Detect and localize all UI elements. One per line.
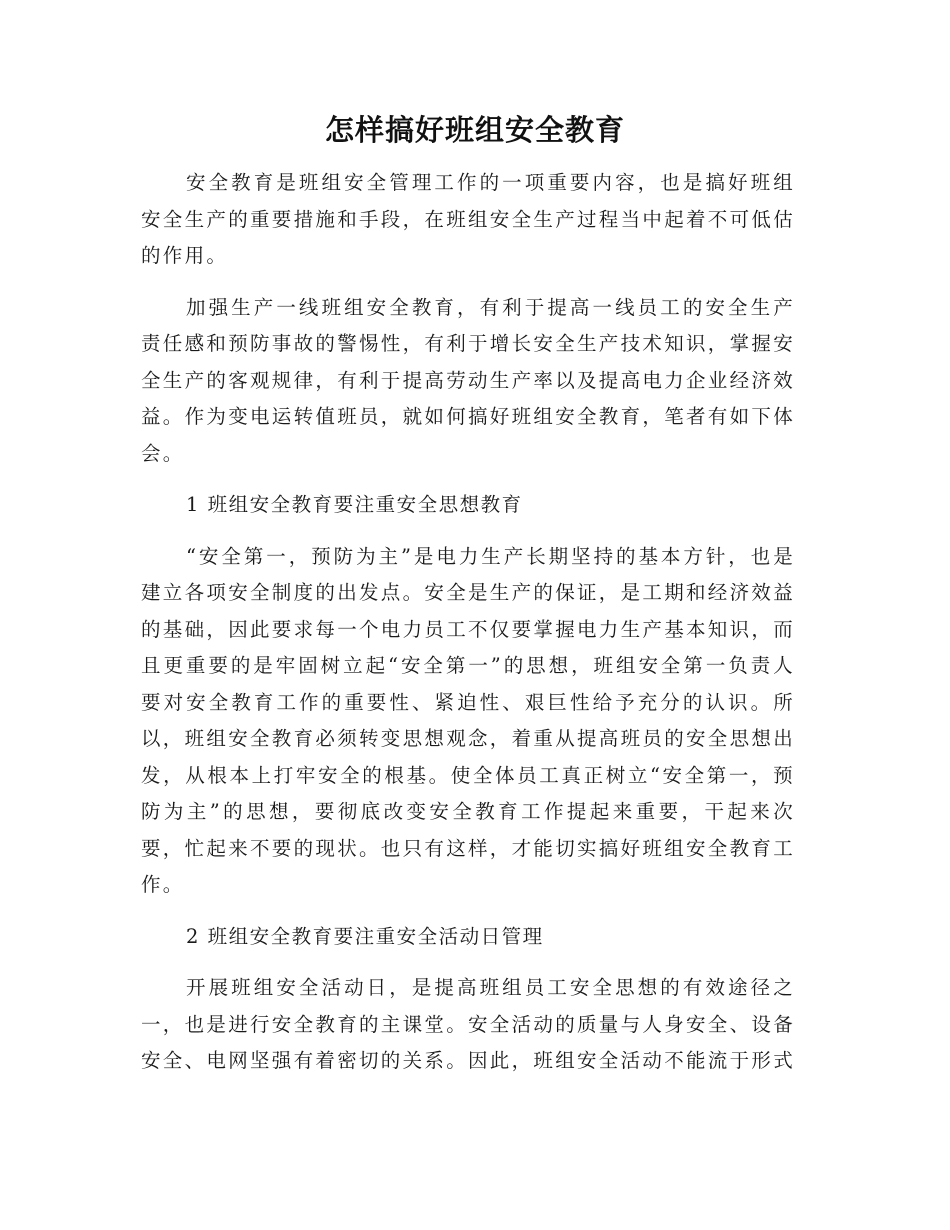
section-heading-2: 2 班组安全教育要注重安全活动日管理	[186, 924, 544, 948]
paragraph-activity-day: 开展班组安全活动日，是提高班组员工安全思想的有效途径之一，也是进行安全教育的主课堂。安全活动的质量与人身安全、设备安全、电网坚强有着密切的关系。因此，班组安全活动不能流于形式	[141, 976, 796, 1072]
paragraph-safety-thinking: “安全第一，预防为主”是电力生产长期坚持的基本方针，也是建立各项安全制度的出发点。安全是生产的保证，是工期和经济效益的基础，因此要求每一个电力员工不仅要掌握电力生产基本知识，而且更重要的是牢固树立起“安全第一”的思想，班组安全第一负责人要对安全教育工作的重要性、紧迫性、艰巨性给予充分的认识。所以，班组安全教育必须转变思想观念，着重从提高班员的安全思想出发，从根本上打牢安全的根基。使全体员工真正树立“安全第一，预防为主”的思想，要彻底改变安全教育工作提起来重要，干起来次要，忙起来不要的现状。也只有这样，才能切实搞好班组安全教育工作。	[141, 544, 796, 896]
document-body	[141, 165, 795, 1095]
paragraph-intro: 安全教育是班组安全管理工作的一项重要内容，也是搞好班组安全生产的重要措施和手段，在班组安全生产过程当中起着不可低估的作用。	[141, 171, 796, 267]
section-heading-1: 1 班组安全教育要注重安全思想教育	[186, 493, 523, 516]
document-title: 怎样搞好班组安全教育	[324, 113, 625, 147]
paragraph-benefits: 加强生产一线班组安全教育，有利于提高一线员工的安全生产责任感和预防事故的警惕性，有利于增长安全生产技术知识，掌握安全生产的客观规律，有利于提高劳动生产率以及提高电力企业经济效益。作为变电运转值班员，就如何搞好班组安全教育，笔者有如下体会。	[141, 295, 796, 465]
